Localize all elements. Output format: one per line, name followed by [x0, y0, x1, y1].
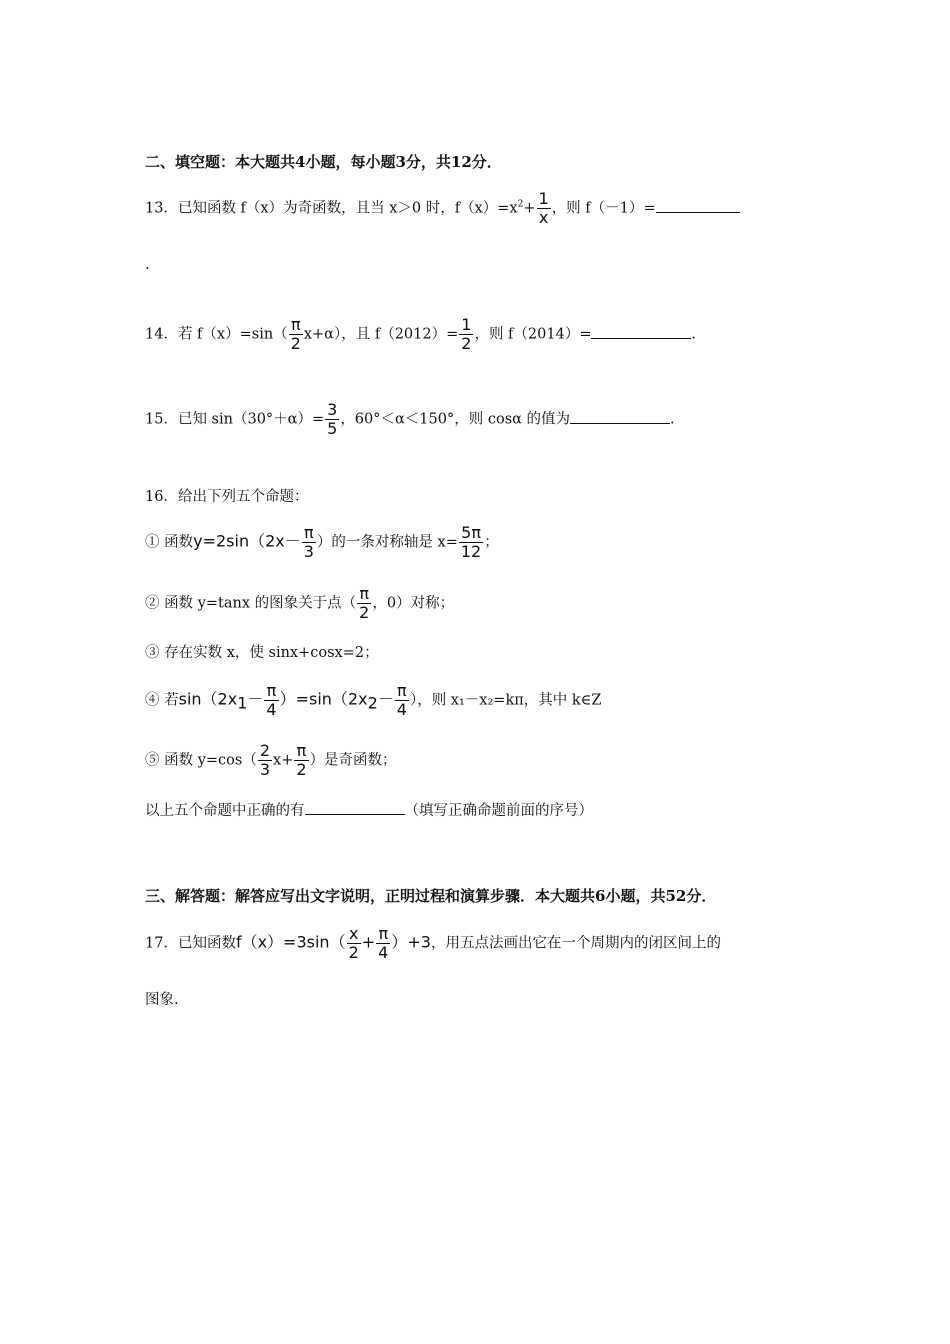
- q15-fraction-3-5: [325, 401, 339, 438]
- q17-frac2-numerator: π: [376, 925, 390, 944]
- q17-expr-end: ）+3: [391, 932, 431, 952]
- q14-frac1-denominator: 2: [290, 334, 301, 353]
- p4-frac-denominator: 4: [266, 700, 277, 719]
- q17-expr: f（x）=3sin（: [235, 932, 346, 952]
- q13-exponent: 2: [517, 199, 524, 210]
- p5-mid: x+: [273, 752, 294, 769]
- question-15: [145, 401, 675, 438]
- p2-prefix: ② 函数 y=tanx 的图象关于点（: [145, 595, 357, 612]
- q17-fraction-pi-4: [376, 925, 390, 962]
- q14-suffix: ，则 f（2014）=: [474, 326, 592, 343]
- q17-frac-denominator: 2: [348, 943, 359, 962]
- q17-frac-numerator: x: [347, 925, 361, 944]
- p4-expr-c: ）=sin（2x: [279, 689, 368, 709]
- q15-answer-blank[interactable]: [570, 409, 670, 424]
- q14-answer-blank[interactable]: [591, 324, 691, 339]
- question-13: [145, 190, 740, 227]
- question-17: [145, 925, 721, 962]
- p4-frac2-denominator: 4: [396, 700, 407, 719]
- p4-minus-1: －: [247, 689, 264, 709]
- p4-expr-a: sin（2x: [178, 689, 238, 709]
- q16-intro: 16．给出下列五个命题：: [145, 489, 309, 505]
- p5-frac-denominator: 3: [259, 760, 271, 779]
- q17-frac2-denominator: 4: [378, 943, 389, 962]
- p1-fraction-pi-3: [302, 524, 316, 561]
- q14-frac1-numerator: π: [289, 316, 303, 335]
- p1-frac-numerator: π: [302, 524, 316, 543]
- p4-frac-numerator: π: [264, 682, 278, 701]
- q17-plus: +: [361, 932, 376, 952]
- section-3-heading: 三、解答题：解答应写出文字说明，正明过程和演算步骤．本大题共6小题，共52分．: [145, 887, 717, 905]
- q14-frac2-numerator: 1: [461, 315, 472, 334]
- p4-fraction-pi-4-a: [264, 682, 278, 719]
- q13-end-period: .: [145, 257, 150, 273]
- q16-proposition-1: [145, 524, 499, 561]
- p2-frac-numerator: π: [357, 585, 371, 604]
- q15-suffix: ，60°＜α＜150°，则 cosα 的值为: [340, 411, 571, 428]
- section-2-heading: 二、填空题：本大题共4小题，每小题3分，共12分．: [145, 153, 502, 171]
- q16-proposition-2: [145, 585, 454, 622]
- p4-prefix: ④ 若: [145, 692, 179, 709]
- p5-fraction-2-3: [258, 742, 272, 779]
- q16-proposition-4: [145, 682, 601, 719]
- p1-frac-denominator: 3: [303, 542, 314, 561]
- p1-frac2-numerator: 5π: [459, 524, 483, 543]
- p5-fraction-pi-2: [294, 742, 308, 779]
- q16-proposition-5: [145, 742, 397, 779]
- q14-frac2-denominator: 2: [461, 334, 472, 353]
- p4-suffix: ），则 x₁－x₂=kπ，其中 k∈Z: [409, 692, 602, 709]
- p1-prefix: ① 函数: [145, 534, 194, 551]
- q14-prefix: 14．若 f（x）=sin（: [145, 326, 288, 343]
- q15-frac-denominator: 5: [327, 419, 338, 438]
- q13-plus: +: [523, 200, 536, 217]
- q17-suffix: ，用五点法画出它在一个周期内的闭区间上的: [430, 935, 721, 952]
- q13-frac-numerator: 1: [538, 189, 549, 208]
- p1-expr: y=2sin（2x－: [193, 531, 301, 551]
- q14-fraction-1-2: [459, 316, 473, 353]
- p5-frac-numerator: 2: [259, 741, 271, 760]
- q16-proposition-3: ③ 存在实数 x，使 sinx+cosx=2；: [145, 645, 379, 661]
- q17-line-2: 图象.: [145, 992, 179, 1008]
- q13-prefix: 13．已知函数 f（x）为奇函数，且当 x＞0 时，f（x）=x: [145, 200, 518, 217]
- p4-minus-2: －: [377, 689, 394, 709]
- q13-fraction: [537, 190, 551, 227]
- q15-prefix: 15．已知 sin（30°＋α）=: [145, 411, 325, 428]
- p4-subscript-2: 2: [367, 693, 378, 713]
- q14-end: .: [691, 326, 697, 343]
- q17-prefix: 17．已知函数: [145, 935, 236, 952]
- conclusion-end: （填写正确命题前面的序号）: [404, 803, 593, 819]
- q13-answer-blank[interactable]: [656, 198, 740, 213]
- q14-fraction-pi-2: [289, 316, 303, 353]
- conclusion-text: 以上五个命题中正确的有: [145, 803, 305, 819]
- p1-end: ；: [484, 534, 499, 551]
- q15-end: .: [670, 411, 675, 428]
- p5-frac2-denominator: 2: [296, 760, 307, 779]
- p5-frac2-numerator: π: [294, 742, 308, 761]
- p2-suffix: ，0）对称；: [372, 595, 455, 612]
- p5-suffix: ）是奇函数；: [309, 752, 397, 769]
- p4-subscript-1: 1: [237, 693, 248, 713]
- p2-fraction-pi-2: [357, 585, 371, 622]
- p4-fraction-pi-4-b: [395, 682, 409, 719]
- p5-prefix: ⑤ 函数 y=cos（: [145, 752, 257, 769]
- q16-conclusion: [145, 800, 593, 821]
- p1-frac2-denominator: 12: [460, 542, 482, 561]
- question-14: [145, 316, 696, 353]
- q16-answer-blank[interactable]: [305, 800, 405, 815]
- q13-suffix: ，则 f（－1）=: [551, 200, 656, 217]
- p4-frac2-numerator: π: [395, 682, 409, 701]
- q14-mid: x+α），且 f（2012）=: [303, 326, 459, 343]
- p1-fraction-5pi-12: [459, 524, 483, 561]
- p1-mid: ）的一条对称轴是 x=: [316, 534, 458, 551]
- p2-frac-denominator: 2: [359, 603, 370, 622]
- q15-frac-numerator: 3: [327, 400, 338, 419]
- q13-frac-denominator: x: [538, 208, 549, 227]
- q17-fraction-x-2: [347, 925, 361, 962]
